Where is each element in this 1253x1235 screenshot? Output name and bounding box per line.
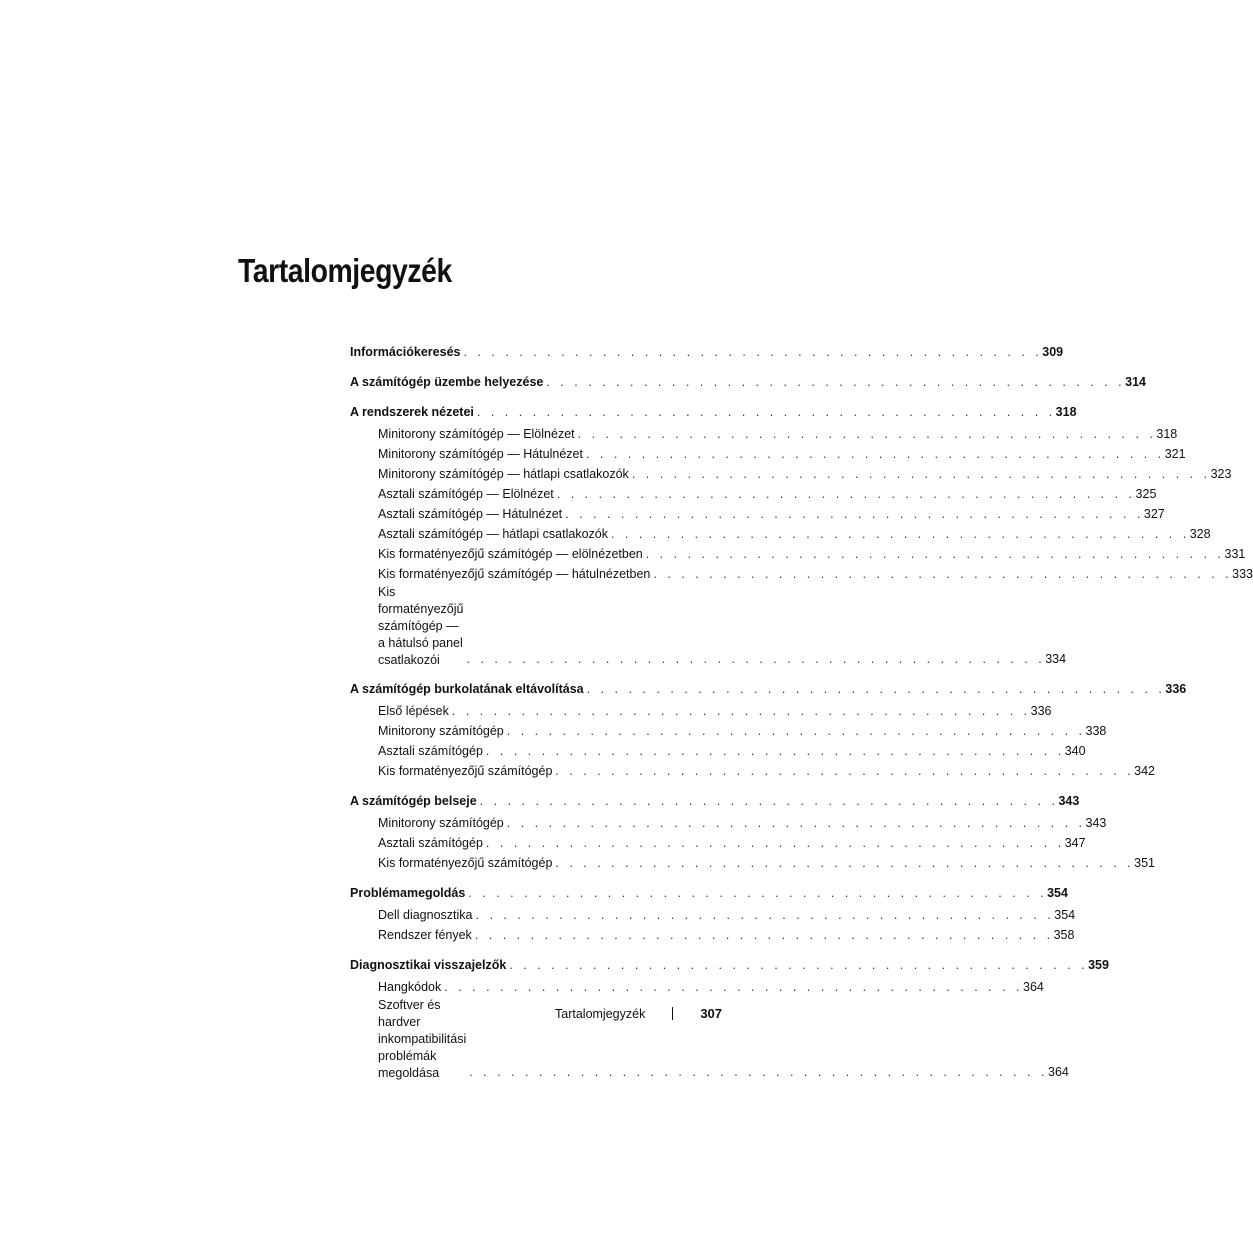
toc-entry-title: A számítógép üzembe helyezése	[350, 375, 544, 389]
toc-section-entry[interactable]	[350, 372, 1146, 392]
toc-page-number: 354	[1054, 908, 1076, 922]
toc-subentry[interactable]	[350, 721, 1107, 741]
toc-subentry[interactable]	[350, 701, 1052, 721]
toc-section-entry[interactable]	[350, 342, 1064, 362]
toc-entry-title: Rendszer fények	[378, 928, 472, 942]
toc-page-number: 343	[1058, 794, 1080, 808]
toc-subentry[interactable]	[350, 833, 1086, 853]
toc-leader-dots: . . . . . . . . . . . . . . . . . . . . . . . . . . . . . . . . . . . . . . . . . .	[485, 744, 1065, 758]
toc-entry-title: Minitorony számítógép	[378, 816, 504, 830]
toc-page-number: 336	[1030, 704, 1052, 718]
toc-section	[350, 679, 1187, 781]
toc-leader-dots: . . . . . . . . . . . . . . . . . . . . . . . . . . . . . . . . . . . . . . . . . .	[463, 345, 1043, 359]
toc-leader-dots: . . . . . . . . . . . . . . . . . . . . . . . . . . . . . . . . . . . . . . . . . .	[556, 487, 1136, 501]
toc-page-number: 351	[1134, 856, 1156, 870]
toc-subentry[interactable]	[350, 544, 1246, 564]
toc-page-number: 359	[1088, 958, 1109, 972]
toc-subentry[interactable]	[350, 484, 1157, 504]
page-footer	[555, 1006, 741, 1021]
toc-subentry[interactable]	[350, 524, 1211, 544]
toc-page-number: 325	[1135, 487, 1157, 501]
toc-entry-title: Szoftver és hardver inkompatibilitási problémák megoldása	[378, 998, 467, 1080]
toc-subentry[interactable]	[350, 925, 1075, 945]
toc-page-number: 334	[1045, 652, 1067, 666]
toc-subentry[interactable]	[350, 761, 1156, 781]
toc-leader-dots: . . . . . . . . . . . . . . . . . . . . . . . . . . . . . . . . . . . . . . . . . .	[469, 1065, 1048, 1079]
toc-section	[350, 883, 1076, 945]
toc-subentry[interactable]	[350, 905, 1076, 925]
toc-entry-title: Minitorony számítógép — Elölnézet	[378, 427, 575, 441]
toc-entry-title: Kis formatényezőjű számítógép	[378, 856, 553, 870]
toc-page-number: 323	[1210, 467, 1232, 481]
toc-subentry[interactable]	[350, 584, 1067, 669]
toc-leader-dots: . . . . . . . . . . . . . . . . . . . . . . . . . . . . . . . . . . . . . . . . . .	[586, 682, 1166, 696]
toc-entry-title: Minitorony számítógép — Hátulnézet	[378, 447, 583, 461]
toc-page-number: 309	[1042, 345, 1064, 359]
toc-entry-title: Információkeresés	[350, 345, 461, 359]
toc-entry-title: Első lépések	[378, 704, 449, 718]
toc-leader-dots: . . . . . . . . . . . . . . . . . . . . . . . . . . . . . . . . . . . . . . . . . .	[565, 507, 1144, 521]
toc-entry-title: Hangkódok	[378, 980, 442, 994]
toc-subentry[interactable]	[350, 813, 1107, 833]
toc-page-number: 364	[1048, 1065, 1069, 1079]
toc-page-number: 327	[1143, 507, 1165, 521]
toc-entry-title: Asztali számítógép — Hátulnézet	[378, 507, 563, 521]
toc-section	[350, 791, 1156, 873]
toc-leader-dots: . . . . . . . . . . . . . . . . . . . . . . . . . . . . . . . . . . . . . . . . . .	[610, 527, 1190, 541]
toc-leader-dots: . . . . . . . . . . . . . . . . . . . . . . . . . . . . . . . . . . . . . . . . . .	[479, 794, 1059, 808]
toc-page-number: 342	[1134, 764, 1156, 778]
toc-page-number: 328	[1189, 527, 1211, 541]
toc-subentry[interactable]	[350, 977, 1044, 997]
toc-page-number: 338	[1085, 724, 1107, 738]
toc-page-number: 321	[1164, 447, 1186, 461]
toc-leader-dots: . . . . . . . . . . . . . . . . . . . . . . . . . . . . . . . . . . . . . . . . . .	[506, 816, 1086, 830]
toc-page-number: 336	[1165, 682, 1187, 696]
toc-entry-title: A számítógép belseje	[350, 794, 477, 808]
page-title: Tartalomjegyzék	[238, 252, 452, 289]
toc-subentry[interactable]	[350, 444, 1186, 464]
toc-leader-dots: . . . . . . . . . . . . . . . . . . . . . . . . . . . . . . . . . . . . . . . . . .	[506, 724, 1086, 738]
toc-entry-title: Minitorony számítógép	[378, 724, 504, 738]
toc-entry-title: Diagnosztikai visszajelzők	[350, 958, 507, 972]
toc-entry-title: Kis formatényezőjű számítógép — hátulnézetben	[378, 567, 651, 581]
toc-page-number: 318	[1156, 427, 1178, 441]
toc-page-number: 333	[1232, 567, 1253, 581]
toc-page-number: 314	[1125, 375, 1146, 389]
toc-leader-dots: . . . . . . . . . . . . . . . . . . . . . . . . . . . . . . . . . . . . . . . . . .	[485, 836, 1065, 850]
footer-label: Tartalomjegyzék	[555, 1006, 646, 1021]
toc-leader-dots: . . . . . . . . . . . . . . . . . . . . . . . . . . . . . . . . . . . . . . . . . .	[476, 405, 1056, 419]
toc-entry-title: Kis formatényezőjű számítógép — a hátulsó panel csatlakozói	[378, 585, 464, 667]
toc-subentry[interactable]	[350, 741, 1086, 761]
toc-leader-dots: . . . . . . . . . . . . . . . . . . . . . . . . . . . . . . . . . . . . . . . . . .	[546, 375, 1126, 389]
toc-section-entry[interactable]	[350, 679, 1187, 699]
toc-entry-title: Asztali számítógép — hátlapi csatlakozók	[378, 527, 608, 541]
toc-entry-title: Problémamegoldás	[350, 886, 466, 900]
toc-section	[350, 372, 1146, 392]
toc-section-entry[interactable]	[350, 791, 1080, 811]
toc-leader-dots: . . . . . . . . . . . . . . . . . . . . . . . . . . . . . . . . . . . . . . . . . .	[509, 958, 1089, 972]
toc-section-entry[interactable]	[350, 402, 1077, 422]
toc-leader-dots: . . . . . . . . . . . . . . . . . . . . . . . . . . . . . . . . . . . . . . . . . .	[555, 764, 1135, 778]
toc-section	[350, 342, 1064, 362]
toc-page-number: 364	[1023, 980, 1044, 994]
toc-entry-title: Kis formatényezőjű számítógép — elölnézetben	[378, 547, 643, 561]
toc-leader-dots: . . . . . . . . . . . . . . . . . . . . . . . . . . . . . . . . . . . . . . . . . .	[474, 928, 1054, 942]
toc-section-entry[interactable]	[350, 883, 1068, 903]
toc-entry-title: Minitorony számítógép — hátlapi csatlakozók	[378, 467, 629, 481]
toc-leader-dots: . . . . . . . . . . . . . . . . . . . . . . . . . . . . . . . . . . . . . . . . . .	[555, 856, 1135, 870]
footer-page-number: 307	[700, 1006, 723, 1021]
toc-subentry[interactable]	[350, 853, 1156, 873]
toc-section-entry[interactable]	[350, 955, 1109, 975]
toc-leader-dots: . . . . . . . . . . . . . . . . . . . . . . . . . . . . . . . . . . . . . . . . . .	[466, 652, 1046, 666]
toc-page-number: 354	[1047, 886, 1068, 900]
toc-leader-dots: . . . . . . . . . . . . . . . . . . . . . . . . . . . . . . . . . . . . . . . . . .	[475, 908, 1055, 922]
toc-entry-title: Asztali számítógép	[378, 744, 483, 758]
toc-entry-title: A rendszerek nézetei	[350, 405, 474, 419]
toc-entry-title: Asztali számítógép — Elölnézet	[378, 487, 554, 501]
toc-leader-dots: . . . . . . . . . . . . . . . . . . . . . . . . . . . . . . . . . . . . . . . . . .	[577, 427, 1157, 441]
toc-subentry[interactable]	[350, 424, 1178, 444]
toc-page-number: 331	[1224, 547, 1246, 561]
toc-subentry[interactable]	[350, 464, 1232, 484]
toc-leader-dots: . . . . . . . . . . . . . . . . . . . . . . . . . . . . . . . . . . . . . . . . . .	[653, 567, 1233, 581]
toc-leader-dots: . . . . . . . . . . . . . . . . . . . . . . . . . . . . . . . . . . . . . . . . . .	[585, 447, 1165, 461]
toc-entry-title: Kis formatényezőjű számítógép	[378, 764, 553, 778]
toc-section	[350, 402, 1253, 669]
toc-leader-dots: . . . . . . . . . . . . . . . . . . . . . . . . . . . . . . . . . . . . . . . . . .	[451, 704, 1031, 718]
toc-subentry[interactable]	[350, 504, 1165, 524]
footer-separator	[672, 1007, 673, 1020]
toc-page-number: 318	[1055, 405, 1077, 419]
toc-subentry[interactable]	[350, 564, 1253, 584]
toc-leader-dots: . . . . . . . . . . . . . . . . . . . . . . . . . . . . . . . . . . . . . . . . . .	[645, 547, 1225, 561]
toc-page-number: 347	[1064, 836, 1086, 850]
toc-entry-title: Dell diagnosztika	[378, 908, 473, 922]
toc-entry-title: A számítógép burkolatának eltávolítása	[350, 682, 584, 696]
toc-leader-dots: . . . . . . . . . . . . . . . . . . . . . . . . . . . . . . . . . . . . . . . . . .	[444, 980, 1024, 994]
toc-page-number: 343	[1085, 816, 1107, 830]
toc-page-number: 358	[1053, 928, 1075, 942]
toc-leader-dots: . . . . . . . . . . . . . . . . . . . . . . . . . . . . . . . . . . . . . . . . . .	[468, 886, 1048, 900]
toc-entry-title: Asztali számítógép	[378, 836, 483, 850]
toc-page-number: 340	[1064, 744, 1086, 758]
toc-leader-dots: . . . . . . . . . . . . . . . . . . . . . . . . . . . . . . . . . . . . . . . . . .	[631, 467, 1211, 481]
